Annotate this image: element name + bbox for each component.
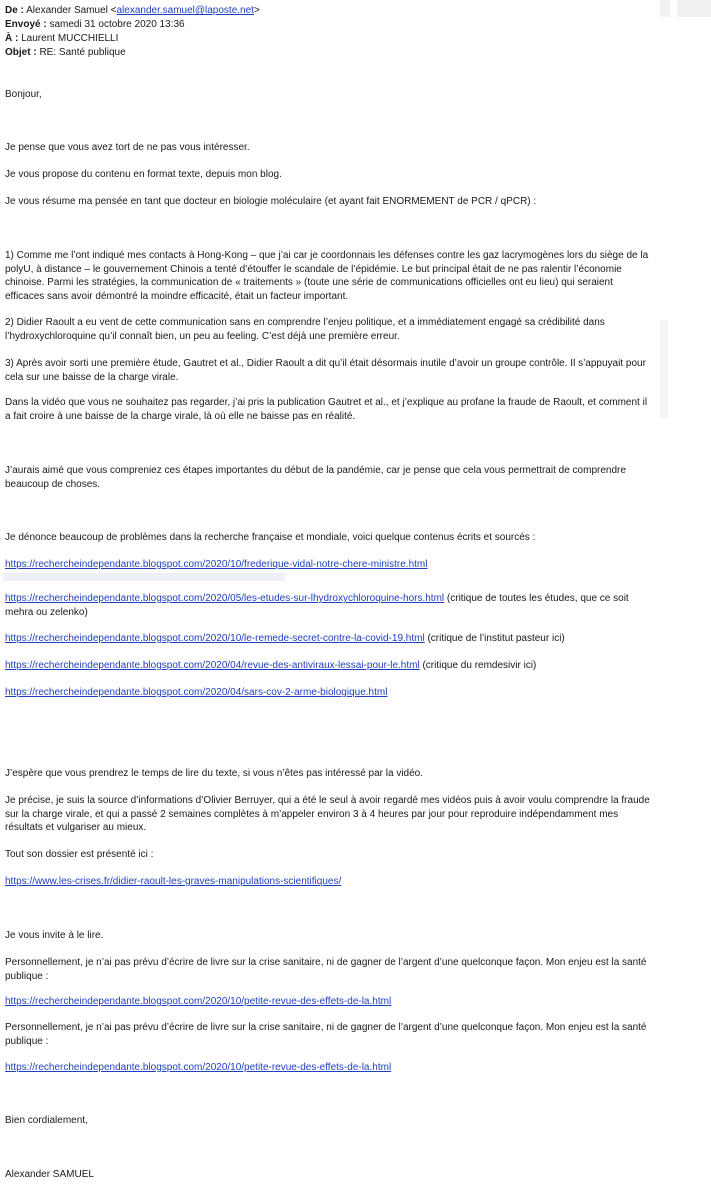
to-line bbox=[5, 32, 645, 46]
paragraph: Personnellement, je n’ai pas prévu d’écrire de livre sur la crise sanitaire, ni de gagner de l’argent d’une quelconque façon. Mon enjeu est la santé publique : bbox=[5, 1022, 647, 1047]
signature: Alexander SAMUEL bbox=[5, 1169, 94, 1180]
from-label: De : bbox=[5, 5, 24, 16]
link-note: (critique de l’institut pasteur ici) bbox=[424, 633, 565, 644]
link-line bbox=[5, 1061, 655, 1075]
closing: Bien cordialement, bbox=[5, 1115, 88, 1126]
link-line bbox=[5, 558, 655, 572]
blog-link[interactable]: https://rechercheindependante.blogspot.com/2020/04/sars-cov-2-arme-biologique.html bbox=[5, 687, 388, 698]
highlight-strip bbox=[3, 573, 285, 581]
blog-link[interactable]: https://rechercheindependante.blogspot.com/2020/10/frederique-vidal-notre-chere-ministre.html bbox=[5, 559, 428, 570]
sent-value: samedi 31 octobre 2020 13:36 bbox=[49, 19, 185, 30]
link-line bbox=[5, 659, 655, 673]
paragraph: Je pense que vous avez tort de ne pas vous intéresser. bbox=[5, 142, 250, 153]
scrollbar-stub bbox=[660, 320, 668, 418]
point-1: 1) Comme me l’ont indiqué mes contacts à Hong-Kong – que j’ai car je coordonnais les défenses contre les gaz lacrymogènes lors du siège de la polyU, à distance – le gouvernement Chinois a tenté d’étouffer le scandale de l’épidémie. Le but principal était de ne pas ralentir l’économie chinoise. Parmi les stratégies, la communication de « traitements » (toute une série de communications officielles ont eu lieu) qui seraient efficaces sans avoir démontré la moindre efficacité, était un facteur important. bbox=[5, 250, 649, 302]
greeting: Bonjour, bbox=[5, 89, 42, 100]
link-line bbox=[5, 995, 655, 1009]
blog-link[interactable]: https://rechercheindependante.blogspot.com/2020/10/le-remede-secret-contre-la-covid-19.html bbox=[5, 633, 425, 644]
sent-label: Envoyé : bbox=[5, 19, 47, 30]
from-email-link[interactable]: alexander.samuel@laposte.net bbox=[116, 5, 254, 16]
paragraph: Je vous invite à le lire. bbox=[5, 930, 104, 941]
subject-label: Objet : bbox=[5, 47, 37, 58]
blog-link[interactable]: https://rechercheindependante.blogspot.com/2020/10/petite-revue-des-effets-de-la.html bbox=[5, 996, 392, 1007]
to-label: À : bbox=[5, 33, 19, 44]
paragraph: Je dénonce beaucoup de problèmes dans la recherche française et mondiale, voici quelque contenus écrits et sourcés : bbox=[5, 532, 536, 543]
link-line bbox=[5, 875, 655, 889]
from-name: Alexander Samuel < bbox=[26, 5, 117, 16]
link-note: (critique de toutes les études, que ce soit mehra ou zelenko) bbox=[5, 593, 629, 618]
subject-value: RE: Santé publique bbox=[39, 47, 126, 58]
blog-link[interactable]: https://rechercheindependante.blogspot.com/2020/10/petite-revue-des-effets-de-la.html bbox=[5, 1062, 392, 1073]
paragraph: J’aurais aimé que vous compreniez ces étapes importantes du début de la pandémie, car je pense que cela vous permettrait de comprendre beaucoup de choses. bbox=[5, 465, 626, 490]
paragraph: Je précise, je suis la source d’informations d’Olivier Berruyer, qui a été le seul à avoir regardé mes vidéos puis à avoir voulu comprendre la fraude sur la charge virale, et qui a passé 2 semaines complètes à m’appeler environ 3 à 4 heures par jour pour reproduire indépendamment mes résultats et vulgariser au mieux. bbox=[5, 795, 650, 834]
subject-line bbox=[5, 46, 645, 60]
paragraph: Je vous résume ma pensée en tant que docteur en biologie moléculaire (et ayant fait ENORMEMENT de PCR / qPCR) : bbox=[5, 196, 537, 207]
paragraph: Je vous propose du contenu en format texte, depuis mon blog. bbox=[5, 169, 282, 180]
scrollbar-stub bbox=[660, 0, 670, 17]
paragraph: Tout son dossier est présenté ici : bbox=[5, 849, 154, 860]
email-header bbox=[5, 4, 645, 60]
les-crises-link[interactable]: https://www.les-crises.fr/didier-raoult-les-graves-manipulations-scientifiques/ bbox=[5, 876, 342, 887]
from-end: > bbox=[253, 5, 260, 16]
from-line bbox=[5, 4, 645, 18]
paragraph: Personnellement, je n’ai pas prévu d’écrire de livre sur la crise sanitaire, ni de gagner de l’argent d’une quelconque façon. Mon enjeu est la santé publique : bbox=[5, 957, 647, 982]
scrollbar-stub bbox=[677, 0, 711, 17]
link-note: (critique du remdesivir ici) bbox=[419, 660, 537, 671]
link-line bbox=[5, 632, 655, 646]
link-line bbox=[5, 686, 655, 700]
link-line bbox=[5, 592, 655, 619]
blog-link[interactable]: https://rechercheindependante.blogspot.com/2020/04/revue-des-antiviraux-lessai-pour-le.html bbox=[5, 660, 420, 671]
point-3: 3) Après avoir sorti une première étude, Gautret et al., Didier Raoult a dit qu’il était désormais inutile d’avoir un groupe contrôle. Il s’appuyait pour cela sur une baisse de la charge virale. bbox=[5, 358, 646, 383]
blog-link[interactable]: https://rechercheindependante.blogspot.com/2020/05/les-etudes-sur-lhydroxychloroquine-hors.html bbox=[5, 593, 445, 604]
video-paragraph: Dans la vidéo que vous ne souhaitez pas regarder, j’ai pris la publication Gautret et al., et j’explique au profane la fraude de Raoult, et comment il a fait croire à une baisse de la charge virale, là où elle ne baisse pas en réalité. bbox=[5, 397, 648, 422]
point-2: 2) Didier Raoult a eu vent de cette communication sans en comprendre l’enjeu politique, et a immédiatement engagé sa crédibilité dans l’hydroxychloroquine qu’il connaît bien, un peu au feeling. C’est déjà une première erreur. bbox=[5, 317, 605, 342]
to-value: Laurent MUCCHIELLI bbox=[21, 33, 119, 44]
paragraph: J’espère que vous prendrez le temps de lire du texte, si vous n’êtes pas intéressé par la vidéo. bbox=[5, 768, 424, 779]
sent-line bbox=[5, 18, 645, 32]
